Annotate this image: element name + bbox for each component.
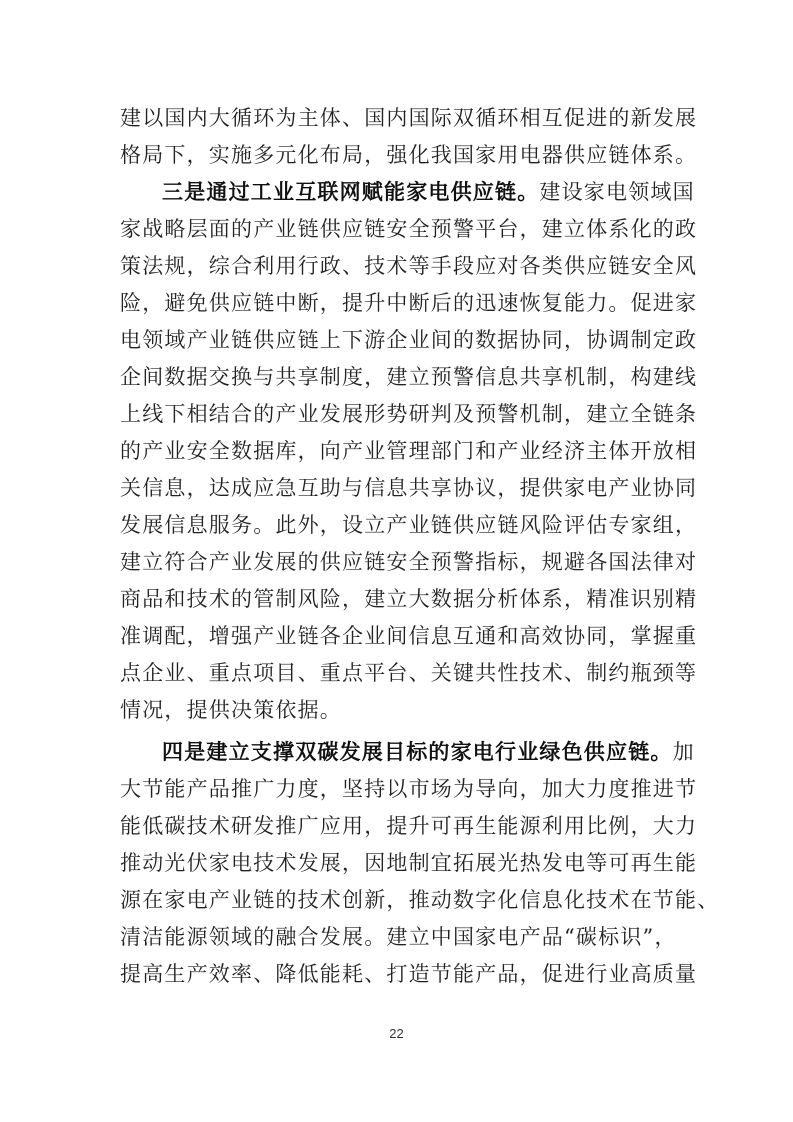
body-text-line: 推动光伏家电技术发展，因地制宜拓展光热发电等可再生能 bbox=[120, 851, 698, 875]
page-number: 22 bbox=[389, 1026, 404, 1041]
body-text-line: 点企业、重点项目、重点平台、关键共性技术、制约瓶颈等 bbox=[120, 661, 698, 685]
body-text-line: 策法规，综合利用行政、技术等手段应对各类供应链安全风 bbox=[120, 254, 698, 278]
body-text-line: 商品和技术的管制风险，建立大数据分析体系，精准识别精 bbox=[120, 587, 698, 611]
body-text-line: 发展信息服务。此外，设立产业链供应链风险评估专家组， bbox=[120, 513, 698, 537]
body-text-line: 企间数据交换与共享制度，建立预警信息共享机制，构建线 bbox=[120, 365, 698, 389]
body-text-line: 上线下相结合的产业发展形势研判及预警机制，建立全链条 bbox=[120, 402, 698, 426]
body-text-line: 的产业安全数据库，向产业管理部门和产业经济主体开放相 bbox=[120, 439, 698, 463]
body-text-line: 电领域产业链供应链上下游企业间的数据协同，协调制定政 bbox=[120, 328, 698, 352]
body-text-segment: 建设家电领域国 bbox=[539, 180, 695, 204]
body-text-segment: 加 bbox=[672, 740, 695, 764]
body-text-line: 准调配，增强产业链各企业间信息互通和高效协同，掌握重 bbox=[120, 624, 698, 648]
body-text-line: 能低碳技术研发推广应用，提升可再生能源利用比例，大力 bbox=[120, 814, 698, 838]
body-text-line: 格局下，实施多元化布局，强化我国家用电器供应链体系。 bbox=[120, 143, 698, 167]
body-text-line: 清洁能源领域的融合发展。建立中国家电产品“碳标识”， bbox=[120, 925, 677, 949]
paragraph-3-heading: 三是通过工业互联网赋能家电供应链。 bbox=[162, 179, 540, 204]
body-text-line: 源在家电产业链的技术创新，推动数字化信息化技术在节能、 bbox=[120, 888, 720, 912]
body-text-line: 建立符合产业发展的供应链安全预警指标，规避各国法律对 bbox=[120, 550, 698, 574]
paragraph-3-first-line bbox=[162, 174, 695, 210]
body-text-line: 大节能产品推广力度，坚持以市场为导向，加大力度推进节 bbox=[120, 777, 698, 801]
body-text-line: 险，避免供应链中断，提升中断后的迅速恢复能力。促进家 bbox=[120, 291, 698, 315]
body-text-line: 提高生产效率、降低能耗、打造节能产品，促进行业高质量 bbox=[120, 962, 698, 986]
body-text-line: 家战略层面的产业链供应链安全预警平台，建立体系化的政 bbox=[120, 217, 698, 241]
body-text-line: 关信息，达成应急互助与信息共享协议，提供家电产业协同 bbox=[120, 476, 698, 500]
paragraph-4-heading: 四是建立支撑双碳发展目标的家电行业绿色供应链。 bbox=[162, 739, 673, 764]
paragraph-4-first-line bbox=[162, 734, 695, 770]
body-text-line: 建以国内大循环为主体、国内国际双循环相互促进的新发展 bbox=[120, 106, 698, 130]
body-text-line: 情况，提供决策依据。 bbox=[120, 698, 342, 722]
